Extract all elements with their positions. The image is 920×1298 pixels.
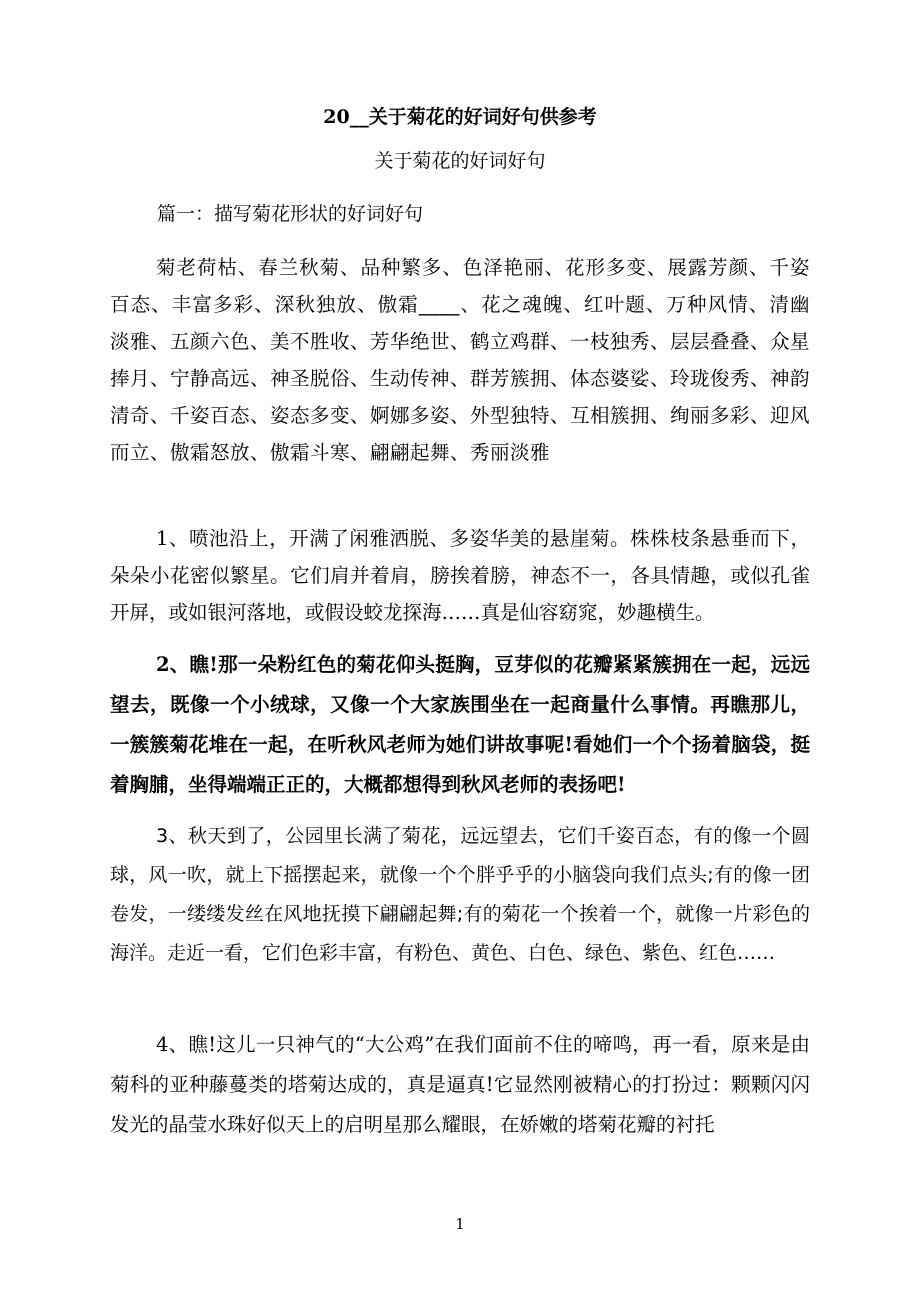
sentence-paragraph-1: 1、喷池沿上，开满了闲雅洒脱、多姿华美的悬崖菊。株株枝条悬垂而下，朵朵小花密似繁星。它们肩并着肩，膀挨着膀，神态不一，各具情趣，或似孔雀开屏，或如银河落地，或假设蛟龙探海……真是仙容窈窕，妙趣横生。 [110, 527, 810, 624]
section-heading: 篇一：描写菊花形状的好词好句 [157, 203, 424, 225]
document-subtitle: 关于菊花的好词好句 [374, 150, 546, 172]
sentence-paragraph-3: 3、秋天到了，公园里长满了菊花，远远望去，它们千姿百态，有的像一个圆球，风一吹，就上下摇摆起来，就像一个个胖乎乎的小脑袋向我们点头;有的像一团卷发，一缕缕发丝在风地抚摸下翩翩起舞;有的菊花一个挨着一个，就像一片彩色的海洋。走近一看，它们色彩丰富，有粉色、黄色、白色、绿色、紫色、红色…… [110, 825, 810, 964]
word-list-paragraph: 菊老荷枯、春兰秋菊、品种繁多、色泽艳丽、花形多变、展露芳颜、千姿百态、丰富多彩、深秋独放、傲霜____、花之魂魄、红叶题、万种风情、清幽淡雅、五颜六色、美不胜收、芳华绝世、鹤立鸡群、一枝独秀、层层叠叠、众星捧月、宁静高远、神圣脱俗、生动传神、群芳簇拥、体态婆娑、玲珑俊秀、神韵清奇、千姿百态、姿态多变、婀娜多姿、外型独特、互相簇拥、绚丽多彩、迎风而立、傲霜怒放、傲霜斗寒、翩翩起舞、秀丽淡雅 [110, 256, 811, 464]
document-title: 20__关于菊花的好词好句供参考 [323, 106, 597, 128]
sentence-paragraph-2: 2、瞧!那一朵粉红色的菊花仰头挺胸，豆芽似的花瓣紧紧簇拥在一起，远远望去，既像一个小绒球，又像一个大家族围坐在一起商量什么事情。再瞧那儿，一簇簇菊花堆在一起，在听秋风老师为她们讲故事呢!看她们一个个扬着脑袋，挺着胸脯，坐得端端正正的，大概都想得到秋风老师的表扬吧! [110, 653, 810, 796]
page-number: 1 [455, 1215, 465, 1233]
sentence-paragraph-4: 4、瞧!这儿一只神气的“大公鸡”在我们面前不住的啼鸣，再一看，原来是由菊科的亚种藤蔓类的塔菊达成的，真是逼真!它显然刚被精心的打扮过：颗颗闪闪发光的晶莹水珠好似天上的启明星那么耀眼，在娇嫩的塔菊花瓣的衬托 [110, 1033, 810, 1136]
